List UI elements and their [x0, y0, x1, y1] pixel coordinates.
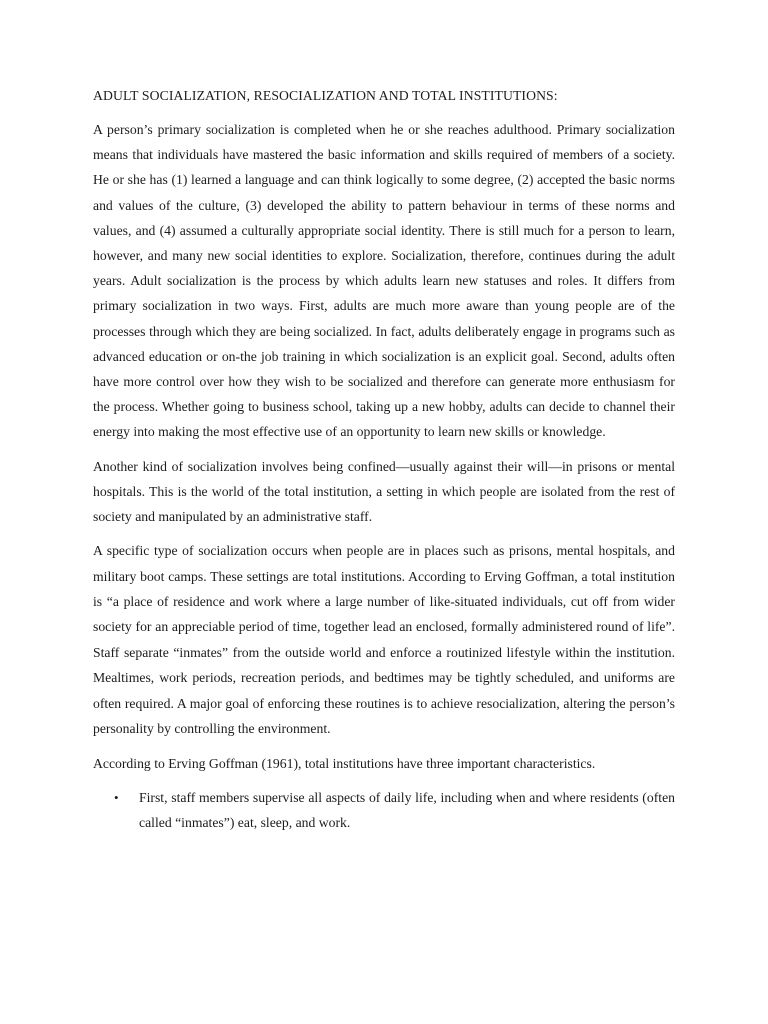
document-page: [93, 86, 675, 835]
list-item: [93, 785, 675, 835]
paragraph-confinement: Another kind of socialization involves being confined—usually against their will—in prisons or mental hospitals. This is the world of the total institution, a setting in which people are isolated from the rest of society and manipulated by an administrative staff.: [93, 458, 675, 525]
bullet-icon: •: [114, 789, 119, 805]
paragraph-goffman-characteristics: According to Erving Goffman (1961), total institutions have three important characteristics.: [93, 755, 596, 771]
document-title: ADULT SOCIALIZATION, RESOCIALIZATION AND TOTAL INSTITUTIONS:: [93, 88, 558, 103]
characteristics-list: [93, 785, 675, 835]
list-item-text: First, staff members supervise all aspects of daily life, including when and where residents (often called “inmates”) eat, sleep, and work.: [139, 789, 675, 830]
paragraph-primary-socialization: A person’s primary socialization is completed when he or she reaches adulthood. Primary socialization means that individuals have mastered the basic information and skills required of members of a society. He or she has (1) learned a language and can think logically to some degree, (2) accepted the basic norms and values of the culture, (3) developed the ability to pattern behaviour in terms of these norms and values, and (4) assumed a culturally appropriate social identity. There is still much for a person to learn, however, and many new social identities to explore. Socialization, therefore, continues during the adult years. Adult socialization is the process by which adults learn new statuses and roles. It differs from primary socialization in two ways. First, adults are much more aware than young people are of the processes through which they are being socialized. In fact, adults deliberately engage in programs such as advanced education or on-the job training in which socialization is an explicit goal. Second, adults often have more control over how they wish to be socialized and therefore can generate more enthusiasm for the process. Whether going to business school, taking up a new hobby, adults can decide to channel their energy into making the most effective use of an opportunity to learn new skills or knowledge.: [93, 122, 675, 440]
paragraph-total-institutions: A specific type of socialization occurs when people are in places such as prisons, mental hospitals, and military boot camps. These settings are total institutions. According to Erving Goffman, a total institution is “a place of residence and work where a large number of like-situated individuals, cut off from wider society for an appreciable period of time, together lead an enclosed, formally administered round of life”. Staff separate “inmates” from the outside world and enforce a routinized lifestyle within the institution. Mealtimes, work periods, recreation periods, and bedtimes may be tightly scheduled, and uniforms are often required. A major goal of enforcing these routines is to achieve resocialization, altering the person’s personality by controlling the environment.: [93, 543, 675, 737]
